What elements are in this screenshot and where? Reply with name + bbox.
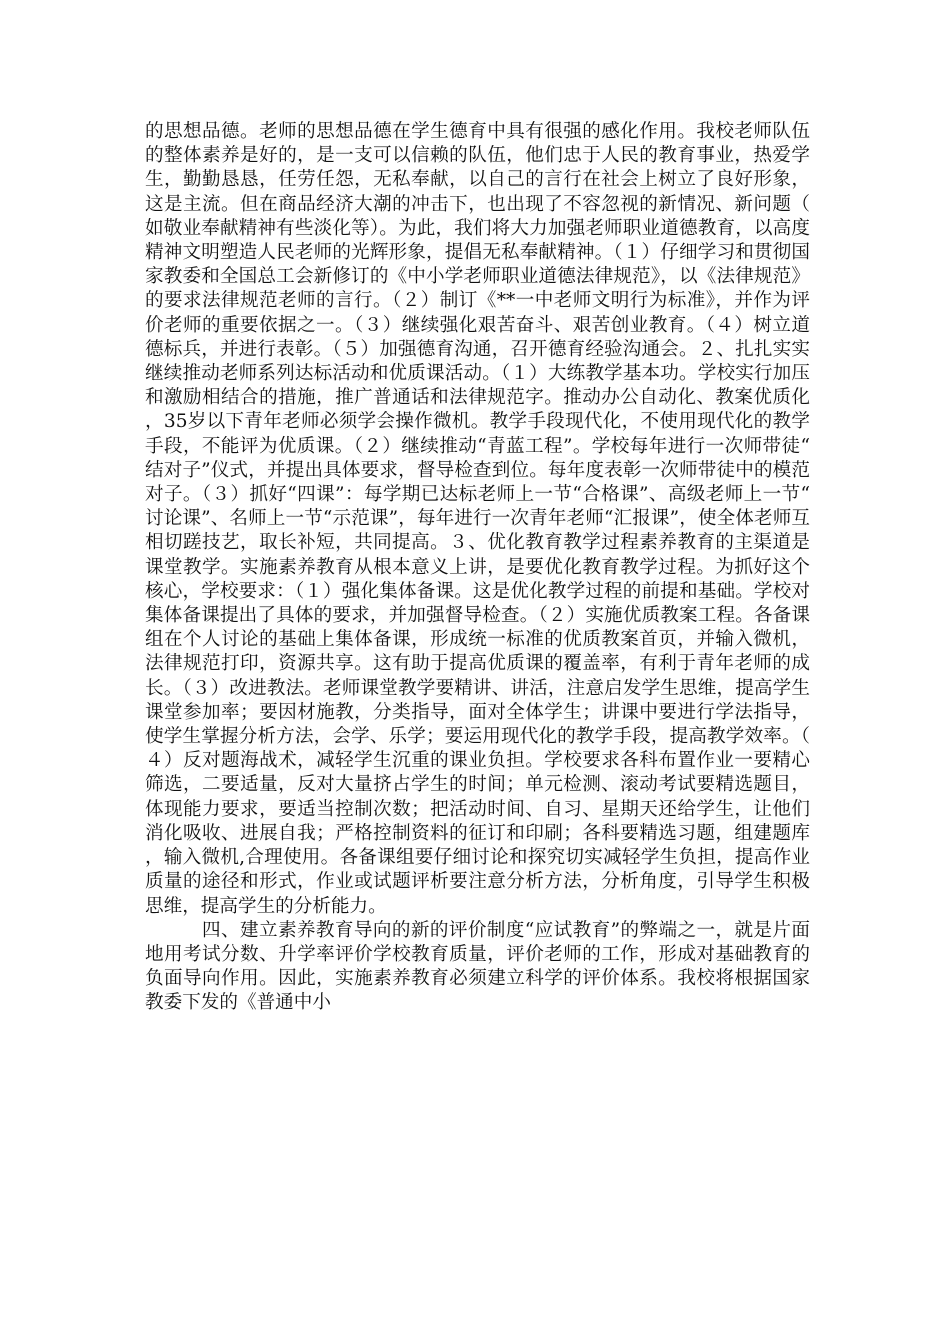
body-paragraph-2: 四、建立素养教育导向的新的评价制度“应试教育”的弊端之一，就是片面地用考试分数、升学率评价学校教育质量，评价老师的工作，形成对基础教育的负面导向作用。因此，实施素养教育必须建立科学的评价体系。我校将根据国家教委下发的《普通中小	[145, 919, 810, 1014]
body-paragraph-1: 的思想品德。老师的思想品德在学生德育中具有很强的感化作用。我校老师队伍的整体素养是好的，是一支可以信赖的队伍，他们忠于人民的教育事业，热爱学生，勤勤恳恳，任劳任怨，无私奉献，以自己的言行在社会上树立了良好形象，这是主流。但在商品经济大潮的冲击下，也出现了不容忽视的新情况、新问题（如敬业奉献精神有些淡化等）。为此，我们将大力加强老师职业道德教育，以高度精神文明塑造人民老师的光辉形象，提倡无私奉献精神。（１）仔细学习和贯彻国家教委和全国总工会新修订的《中小学老师职业道德法律规范》，以《法律规范》的要求法律规范老师的言行。（２）制订《**一中老师文明行为标准》，并作为评价老师的重要依据之一。（３）继续强化艰苦奋斗、艰苦创业教育。（４）树立道德标兵，并进行表彰。（５）加强德育沟通，召开德育经验沟通会。２、扎扎实实继续推动老师系列达标活动和优质课活动。（１）大练教学基本功。学校实行加压和激励相结合的措施，推广普通话和法律规范字。推动办公自动化、教案优质化，35岁以下青年老师必须学会操作微机。教学手段现代化，不使用现代化的教学手段，不能评为优质课。（２）继续推动“青蓝工程”。学校每年进行一次师带徒“结对子”仪式，并提出具体要求，督导检查到位。每年度表彰一次师带徒中的模范对子。（３）抓好“四课”：每学期已达标老师上一节“合格课”、高级老师上一节“讨论课”、名师上一节“示范课”，每年进行一次青年老师“汇报课”，使全体老师互相切蹉技艺，取长补短，共同提高。３、优化教育教学过程素养教育的主渠道是课堂教学。实施素养教育从根本意义上讲，是要优化教育教学过程。为抓好这个核心，学校要求：（１）强化集体备课。这是优化教学过程的前提和基础。学校对集体备课提出了具体的要求，并加强督导检查。（２）实施优质教案工程。各备课组在个人讨论的基础上集体备课，形成统一标准的优质教案首页，并输入微机，法律规范打印，资源共享。这有助于提高优质课的覆盖率，有利于青年老师的成长。（３）改进教法。老师课堂教学要精讲、讲活，注意启发学生思维，提高学生课堂参加率；要因材施教，分类指导，面对全体学生；讲课中要进行学法指导，使学生掌握分析方法，会学、乐学；要运用现代化的教学手段，提高教学效率。（４）反对题海战术，减轻学生沉重的课业负担。学校要求各科布置作业一要精心筛选，二要适量，反对大量挤占学生的时间；单元检测、滚动考试要精选题目，体现能力要求，要适当控制次数；把活动时间、自习、星期天还给学生，让他们消化吸收、进展自我；严格控制资料的征订和印刷；各科要精选习题，组建题库，输入微机,合理使用。各备课组要仔细讨论和探究切实减轻学生负担，提高作业质量的途径和形式，作业或试题评析要注意分析方法，分析角度，引导学生积极思维，提高学生的分析能力。	[145, 121, 810, 917]
document-page	[145, 120, 810, 1016]
